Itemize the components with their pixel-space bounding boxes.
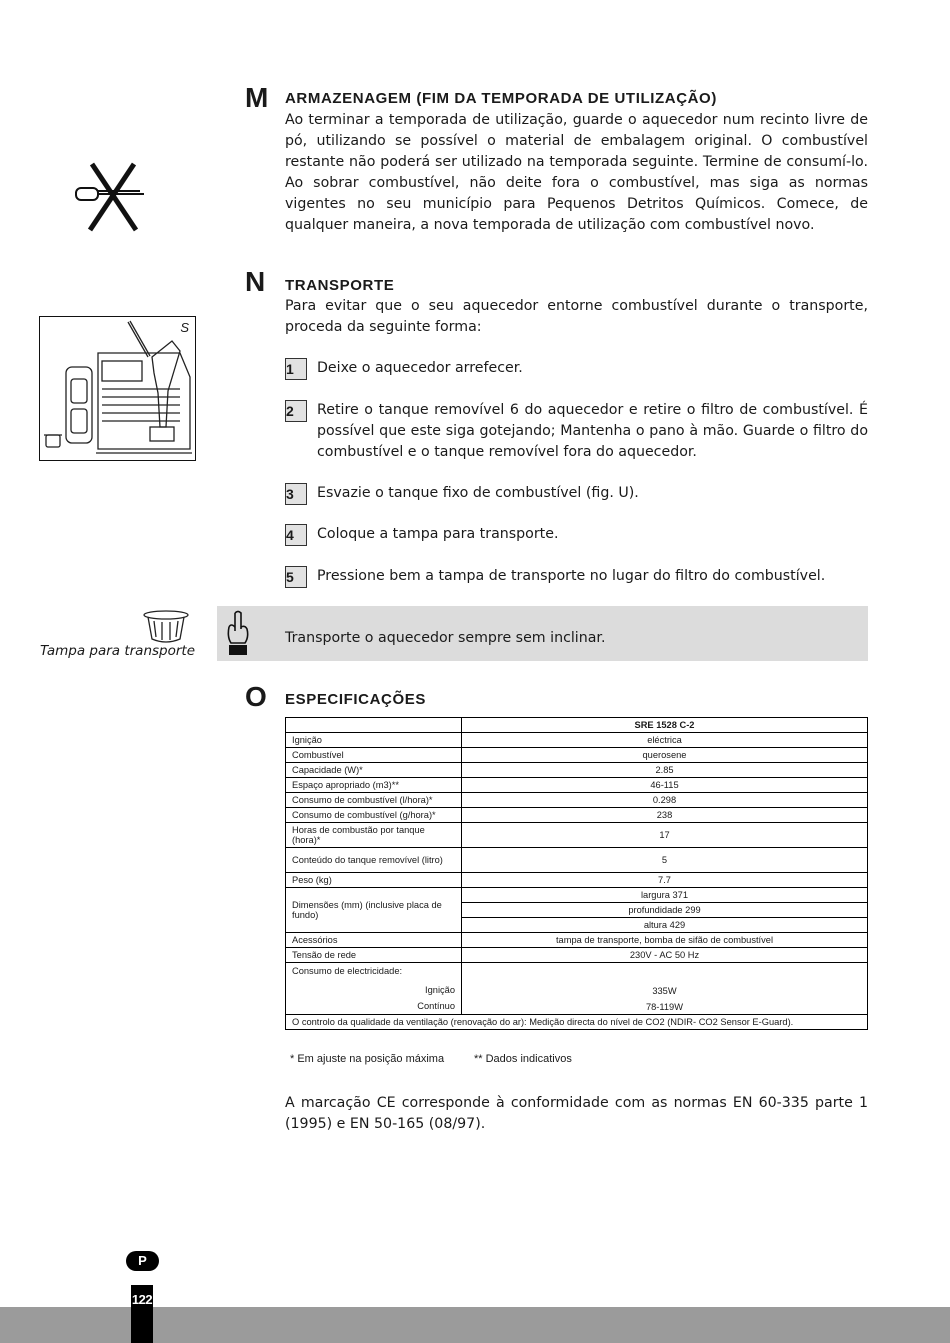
power-label: Consumo de electricidade: (292, 966, 403, 976)
figure-label: S (180, 320, 189, 335)
language-badge: P (126, 1251, 159, 1271)
dimension-depth: profundidade 299 (462, 903, 868, 918)
table-footer: O controlo da qualidade da ventilação (renovação do ar): Medição directa do nível de CO2 (NDIR- CO2 Sensor E-Guard). (286, 1015, 868, 1030)
spec-label: Ignição (286, 733, 462, 748)
spec-value: 238 (462, 808, 868, 823)
table-row (286, 808, 868, 823)
step-number: 4 (285, 524, 307, 546)
step-number: 2 (285, 400, 307, 422)
table-row (286, 763, 868, 778)
spec-value: 230V - AC 50 Hz (462, 948, 868, 963)
table-row (286, 948, 868, 963)
spec-table (285, 717, 868, 1030)
page-number: 122 (131, 1292, 153, 1307)
step-number: 5 (285, 566, 307, 588)
step-text: Coloque a tampa para transporte. (317, 526, 559, 542)
power-value-ignition: 335W (652, 986, 677, 996)
power-block (286, 963, 462, 1015)
cap-caption: Tampa para transporte (40, 643, 196, 659)
section-title-specs: ESPECIFICAÇÕES (285, 691, 426, 708)
table-row (286, 888, 868, 903)
step-text: Pressione bem a tampa de transporte no lugar do filtro do combustível. (317, 568, 826, 584)
spec-label: Capacidade (W)* (286, 763, 462, 778)
step-text: Esvazie o tanque fixo de combustível (fig. U). (317, 485, 639, 501)
spec-value: 2.85 (462, 763, 868, 778)
spec-label: Espaço apropriado (m3)** (286, 778, 462, 793)
storage-paragraph: Ao terminar a temporada de utilização, guarde o aquecedor num recinto livre de pó, utilizando se possível o material de embalagem original. O combustível restante não poderá ser utilizado na temporada seguinte. Termine de consumí-lo. Ao sobrar combustível, não deite fora o combustível, mas siga as normas vigentes no seu município para Pequenos Detritos Químicos. Comece, de qualquer maneira, a nova temporada de utilização com combustível novo. (285, 112, 868, 233)
step-text: Retire o tanque removível 6 do aquecedor e retire o filtro de combustível. É possível que este siga gotejando; Mantenha o pano à mão. Guarde o filtro do combustível e o tanque removível fora do aquecedor. (317, 402, 868, 460)
table-row (286, 963, 868, 1015)
spec-label: Peso (kg) (286, 873, 462, 888)
section-letter-n: N (245, 266, 266, 297)
transport-cap-icon (140, 607, 192, 647)
spec-value: eléctrica (462, 733, 868, 748)
spec-value: 5 (462, 848, 868, 873)
spec-value: 0.298 (462, 793, 868, 808)
table-row (286, 718, 868, 733)
power-sub-ignition: Ignição (425, 985, 455, 995)
pointing-hand-icon (223, 609, 255, 659)
spec-value: 7.7 (462, 873, 868, 888)
section-letter-o: O (245, 681, 267, 712)
section-title-transport: TRANSPORTE (285, 277, 395, 294)
note-box (217, 606, 868, 661)
footnote-indicative: ** Dados indicativos (474, 1053, 572, 1065)
table-row (286, 748, 868, 763)
spec-label: Combustível (286, 748, 462, 763)
ce-marking-text: A marcação CE corresponde à conformidade com as normas EN 60-335 parte 1 (1995) e EN 50-165 (08/97). (285, 1095, 868, 1132)
section-letter-m: M (245, 82, 269, 113)
spec-label: Consumo de combustível (g/hora)* (286, 808, 462, 823)
note-text: Transporte o aquecedor sempre sem inclinar. (285, 630, 606, 646)
power-sub-continuous: Contínuo (417, 1001, 455, 1011)
spec-value: tampa de transporte, bomba de sifão de combustível (462, 933, 868, 948)
dimension-height: altura 429 (462, 918, 868, 933)
table-row (286, 793, 868, 808)
dimensions-label: Dimensões (mm) (inclusive placa de fundo) (286, 888, 462, 933)
table-row (286, 933, 868, 948)
no-screwdriver-icon (70, 158, 150, 238)
step-number: 1 (285, 358, 307, 380)
spec-label: Consumo de combustível (l/hora)* (286, 793, 462, 808)
dimension-width: largura 371 (462, 888, 868, 903)
power-value-continuous: 78-119W (645, 1002, 684, 1012)
spec-label: Conteúdo do tanque removível (litro) (286, 848, 462, 873)
spec-value: 17 (462, 823, 868, 848)
table-row (286, 823, 868, 848)
table-row (286, 848, 868, 873)
spec-value: 46-115 (462, 778, 868, 793)
spec-table-wrapper (285, 717, 868, 1030)
spec-label: Acessórios (286, 933, 462, 948)
table-row (286, 733, 868, 748)
section-title-storage: ARMAZENAGEM (FIM DA TEMPORADA DE UTILIZAÇÃO) (285, 90, 717, 107)
table-row (286, 1015, 868, 1030)
spec-value: querosene (462, 748, 868, 763)
spec-label: Tensão de rede (286, 948, 462, 963)
footnote-max: * Em ajuste na posição máxima (290, 1053, 445, 1065)
model-header: SRE 1528 C-2 (462, 718, 868, 733)
transport-intro: Para evitar que o seu aquecedor entorne combustível durante o transporte, proceda da seguinte forma: (285, 298, 868, 335)
heater-tank-illustration (40, 317, 195, 460)
spec-label: Horas de combustão por tanque (hora)* (286, 823, 462, 848)
step-number: 3 (285, 483, 307, 505)
table-row (286, 873, 868, 888)
figure-s (39, 316, 196, 461)
power-values (462, 963, 868, 1015)
step-text: Deixe o aquecedor arrefecer. (317, 360, 523, 376)
table-row (286, 778, 868, 793)
